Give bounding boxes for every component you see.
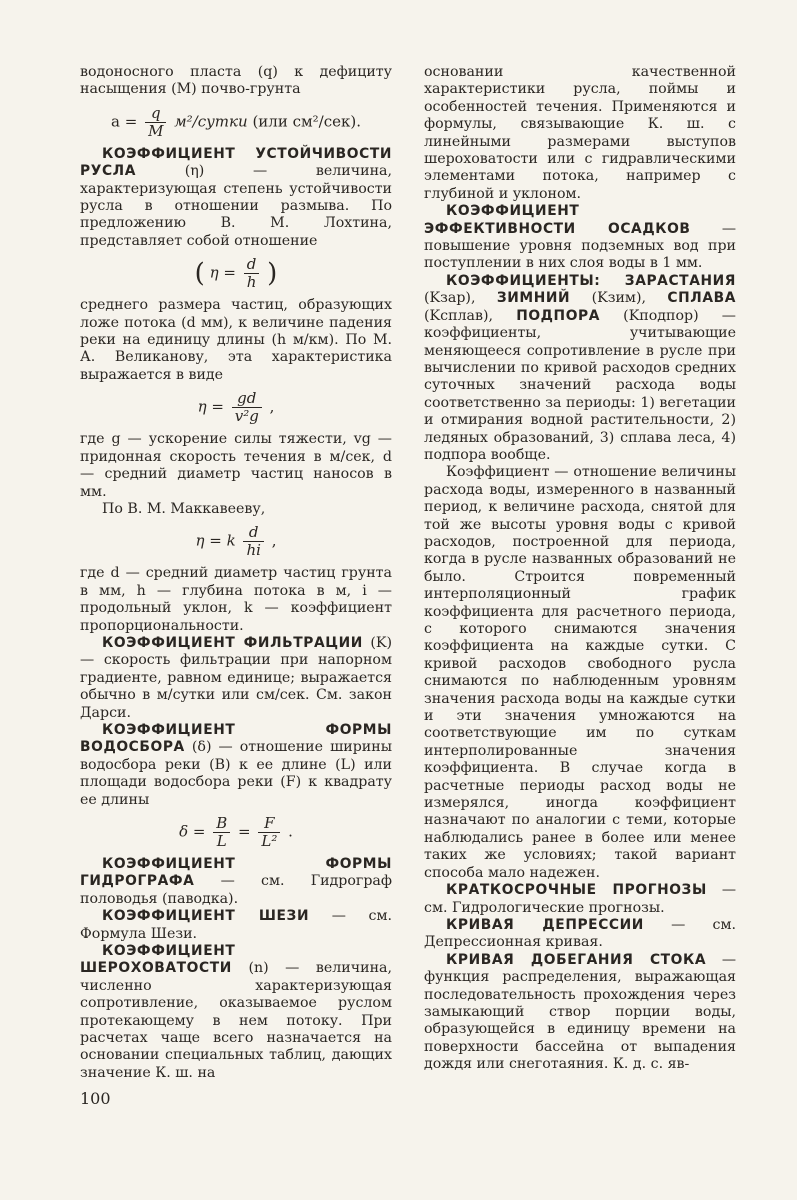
right-column <box>424 64 736 1074</box>
fraction: $\frac{gd}{\text{v²g}}$ <box>232 390 262 425</box>
headword: ПОДПОРА <box>516 307 601 324</box>
entry-text: По В. М. Маккавееву, <box>102 500 266 517</box>
fraction: $\frac{d}{h}$ <box>244 256 260 291</box>
fraction: $\frac{F}{\text{L²}}$ <box>258 815 280 850</box>
formula-eta-makkaveev: η = k $\frac{d}{hi}$ , <box>195 523 277 560</box>
headword: КРИВАЯ ДЕПРЕССИИ <box>446 916 644 933</box>
entry-koeff-effektivnosti: КОЭФФИЦИЕНТ ЭФФЕКТИВНОСТИ ОСАДКОВ — повышение уровня подземных вод при поступлении в них слоя воды в 1 мм. <box>424 203 736 272</box>
headword: ЗИМНИЙ <box>496 290 571 307</box>
headword: СПЛАВА <box>667 290 736 307</box>
headword: КОЭФФИЦИЕНТЫ: ЗАРАСТАНИЯ <box>446 272 736 289</box>
entry-text: среднего размера частиц, образующих ложе потока (d мм), к величине падения реки на единицу длины (h м/км). По М. А. Великанову, эта характеристика выражается в виде <box>80 297 392 383</box>
entry-koeffitsienty: КОЭФФИЦИЕНТЫ: ЗАРАСТАНИЯ (Kзар), ЗИМНИЙ (Kзим), СПЛАВА (Kсплав), ПОДПОРА (Kподпор) — коэффициенты, учитывающие меняющееся сопротивление в русле при вычислении по кривой расходов средних суточных значений расхода воды соответственно за периоды: 1) вегетации и отмирания водной растительности, 2) ледяных образований, 3) сплава леса, 4) подпора вообще. <box>424 272 736 463</box>
headword: КРАТКОСРОЧНЫЕ ПРОГНОЗЫ <box>446 882 707 899</box>
entry-koeff-shezi: КОЭФФИЦИЕНТ ШЕЗИ — см. Формула Шези. <box>80 908 392 942</box>
entry-text: где d — средний диаметр частиц грунта в мм, h — глубина потока в м, i — продольный уклон, k — коэффициент пропорциональности. <box>80 565 392 634</box>
formula-eta-velikanov: η = $\frac{gd}{\text{v²g}}$ , <box>197 389 275 426</box>
formula-eta-lokhtin: ( η = $\frac{d}{h}$ ) <box>194 255 278 292</box>
intro-text: водоносного пласта (q) к дефициту насыщения (M) почво-грунта <box>80 64 392 98</box>
entry-text: Коэффициент — отношение величины расхода воды, измеренного в названный период, к величине расхода, снятой для той же высоты уровня воды с кривой расходов, построенной для периода, когда в русле названных образований не было. Строится повременный интерполяционный график коэффициента для расчетного периода, с которого снимаются значения коэффициента на каждые сутки. С кривой расходов свободного русла снимаются по наблюденным уровням значения расхода воды на каждые сутки и эти значения умножаются на соответствующие им по суткам интерполированные значения коэффициента. В случае когда в расчетные периоды расход воды не измерялся, иногда коэффициент назначают по аналогии с теми, которые наблюдались ранее в более или менее таких же условиях; такой вариант способа мало надежен. <box>424 464 736 881</box>
entry-koeff-formy-gidrografa: КОЭФФИЦИЕНТ ФОРМЫ ГИДРОГРАФА — см. Гидрограф половодья (паводка). <box>80 856 392 907</box>
formula-delta: δ = $\frac{B}{L}$ = $\frac{F}{\text{L²}}$ . <box>179 814 293 850</box>
entry-krivaya-dobeganiya: КРИВАЯ ДОБЕГАНИЯ СТОКА — функция распределения, выражающая последовательность прохождения через замыкающий створ порции воды, образующейся в единицу времени на поверхности бассейна от выпадения дождя или снеготаяния. К. д. с. яв- <box>424 951 736 1073</box>
entry-koeff-formy-vodosbora: КОЭФФИЦИЕНТ ФОРМЫ ВОДОСБОРА (δ) — отношение ширины водосбора реки (B) к ее длине (L) или площади водосбора реки (F) к квадрату ее длины <box>80 721 392 808</box>
headword: КОЭФФИЦИЕНТ ЭФФЕКТИВНОСТИ ОСАДКОВ <box>424 203 691 237</box>
page-number: 100 <box>80 1089 111 1108</box>
entry-koeff-sherohovatosti: КОЭФФИЦИЕНТ ШЕРОХОВАТОСТИ (n) — величина, численно характеризующая сопротивление, оказываемое руслом протекающему в нем потоку. При расчетах чаще всего назначается на основании специальных таблиц, дающих значение К. ш. на <box>80 943 392 1081</box>
fraction: $\frac{d}{hi}$ <box>243 524 263 559</box>
formula-a: a = $\frac{q}{M}$ м²/сутки (или см²/сек). <box>111 103 361 140</box>
headword: КРИВАЯ ДОБЕГАНИЯ СТОКА <box>446 951 707 968</box>
entry-koeff-filtratsii: КОЭФФИЦИЕНТ ФИЛЬТРАЦИИ (K) — скорость фильтрации при напорном градиенте, равном единице; выражается обычно в м/сутки или см/сек. См. закон Дарси. <box>80 634 393 721</box>
headword: КОЭФФИЦИЕНТ ФОРМЫ ГИДРОГРАФА <box>80 856 392 890</box>
fraction: $\frac{B}{L}$ <box>213 815 230 850</box>
headword: КОЭФФИЦИЕНТ УСТОЙЧИВОСТИ РУСЛА <box>80 145 392 180</box>
entry-koeff-ustoychivosti: КОЭФФИЦИЕНТ УСТОЙЧИВОСТИ РУСЛА (η) — величина, характеризующая степень устойчивости русла в отношении размыва. По предложению В. М. Лохтина, представляет собой отношение <box>80 145 392 249</box>
headword: КОЭФФИЦИЕНТ ШЕЗИ <box>102 908 310 925</box>
headword: КОЭФФИЦИЕНТ ШЕРОХОВАТОСТИ <box>80 943 236 977</box>
left-column <box>80 64 392 1082</box>
headword: КОЭФФИЦИЕНТ ФОРМЫ ВОДОСБОРА <box>80 721 392 756</box>
headword: КОЭФФИЦИЕНТ ФИЛЬТРАЦИИ <box>102 634 363 651</box>
fraction: $\frac{q}{M}$ <box>145 105 166 140</box>
entry-kratkosrochnye-prognozy: КРАТКОСРОЧНЫЕ ПРОГНОЗЫ — см. Гидрологические прогнозы. <box>424 882 736 916</box>
entry-krivaya-depressii: КРИВАЯ ДЕПРЕССИИ — см. Депрессионная кривая. <box>424 916 736 951</box>
entry-text: где g — ускорение силы тяжести, vg — придонная скорость течения в м/сек, d — средний диаметр частиц наносов в мм. <box>80 431 392 500</box>
continuation-text: основании качественной характеристики русла, поймы и особенностей течения. Применяются и формулы, связывающие К. ш. с линейными размерами выступов шероховатости или с гидравлическими элементами потока, например с глубиной и уклоном. <box>424 64 736 202</box>
